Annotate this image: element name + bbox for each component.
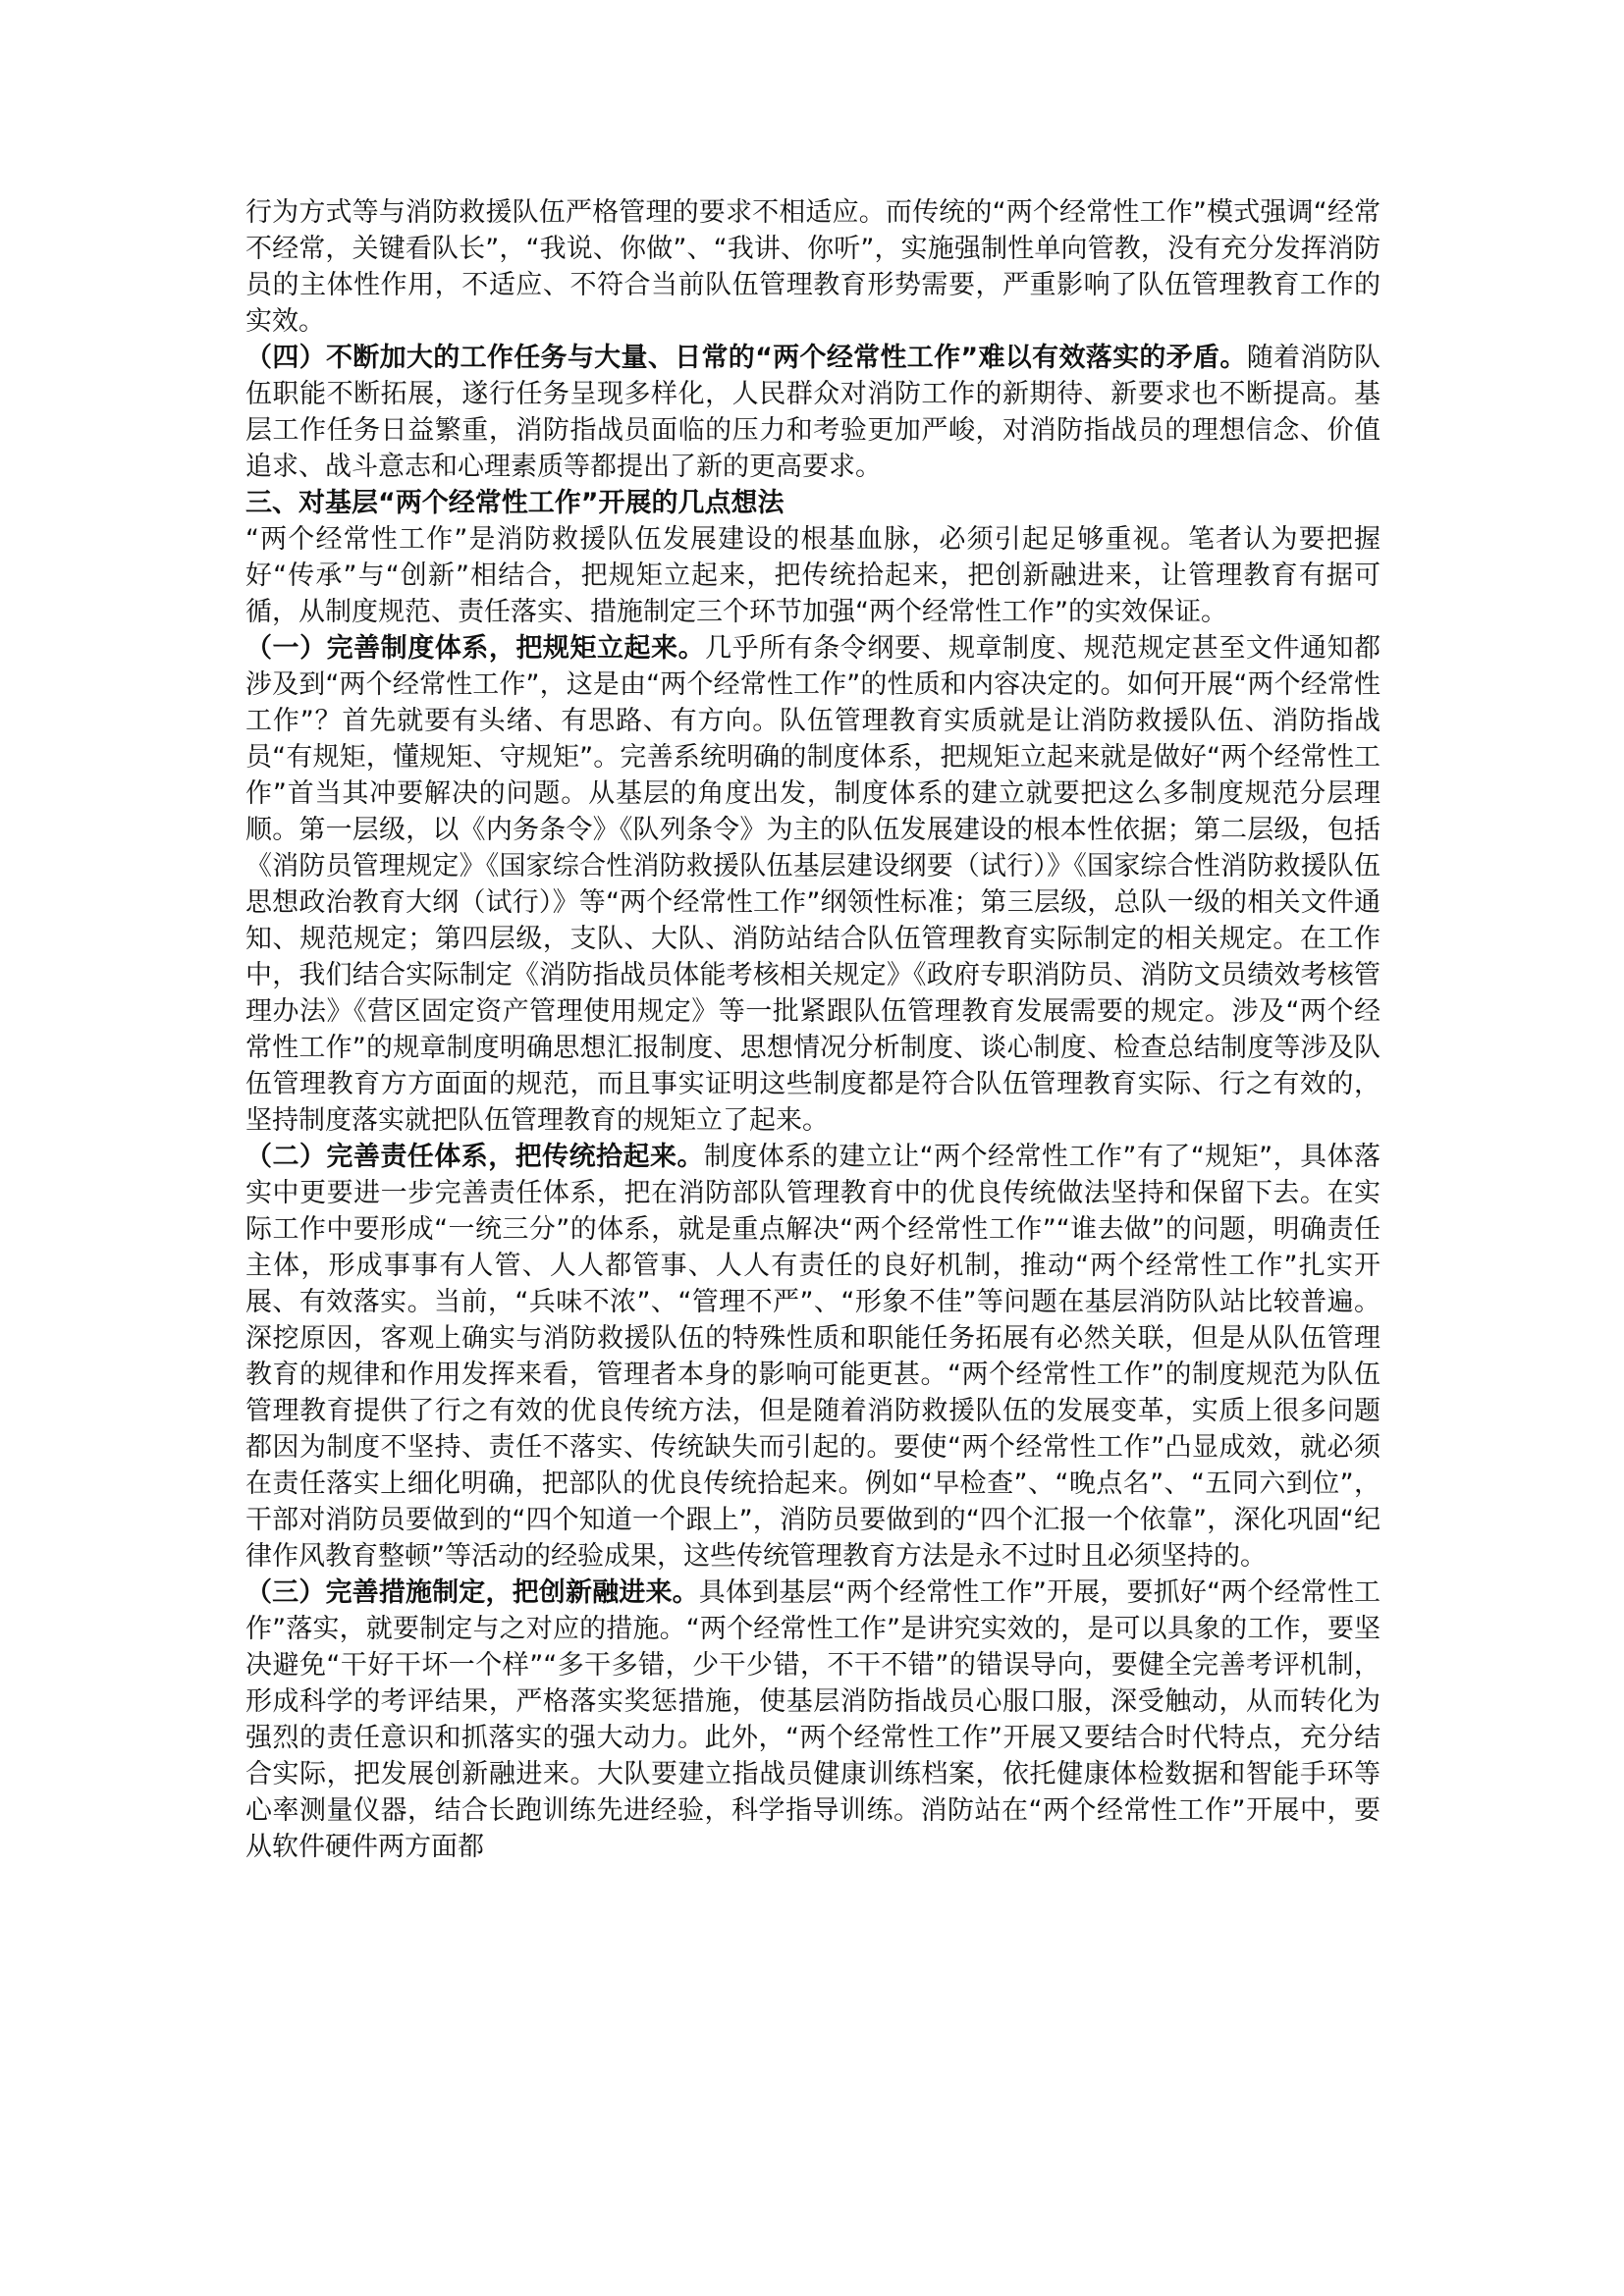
section-paragraph-2 <box>245 630 1380 1139</box>
paragraph-1 <box>245 194 1380 340</box>
paragraph-text: 制度体系的建立让“两个经常性工作”有了“规矩”，具体落实中更要进一步完善责任体系，把在消防部队管理教育中的优良传统做法坚持和保留下去。在实际工作中要形成“一统三分”的体系，就是重点解决“两个经常性工作”“谁去做”的问题，明确责任主体，形成事事有人管、人人都管事、人人有责任的良好机制，推动“两个经常性工作”扎实开展、有效落实。当前，“兵味不浓”、“管理不严”、“形象不佳”等问题在基层消防队站比较普遍。深挖原因，客观上确实与消防救援队伍的特殊性质和职能任务拓展有必然关联，但是从队伍管理教育的规律和作用发挥来看，管理者本身的影响可能更甚。“两个经常性工作”的制度规范为队伍管理教育提供了行之有效的优良传统方法，但是随着消防救援队伍的发展变革，实质上很多问题都因为制度不坚持、责任不落实、传统缺失而引起的。要使“两个经常性工作”凸显成效，就必须在责任落实上细化明确，把部队的优良传统拾起来。例如“早检查”、“晚点名”、“五同六到位”，干部对消防员要做到的“四个知道一个跟上”，消防员要做到的“四个汇报一个依靠”，深化巩固“纪律作风教育整顿”等活动的经验成果，这些传统管理教育方法是永不过时且必须坚持的。 <box>245 1142 1381 1572</box>
article-body <box>245 194 1380 1865</box>
paragraph-lead: （一）完善制度体系，把规矩立起来。 <box>245 633 706 664</box>
paragraph-lead: （三）完善措施制定，把创新融进来。 <box>245 1577 699 1608</box>
section-paragraph-3 <box>245 1139 1380 1575</box>
paragraph-lead: （四）不断加大的工作任务与大量、日常的“两个经常性工作”难以有效落实的矛盾。 <box>245 343 1247 373</box>
paragraph-text: 行为方式等与消防救援队伍严格管理的要求不相适应。而传统的“两个经常性工作”模式强调“经常不经常，关键看队长”，“我说、你做”、“我讲、你听”，实施强制性单向管教，没有充分发挥消防员的主体性作用，不适应、不符合当前队伍管理教育形势需要，严重影响了队伍管理教育工作的实效。 <box>245 197 1380 337</box>
paragraph-text: “两个经常性工作”是消防救援队伍发展建设的根基血脉，必须引起足够重视。笔者认为要把握好“传承”与“创新”相结合，把规矩立起来，把传统拾起来，把创新融进来，让管理教育有据可循，从制度规范、责任落实、措施制定三个环节加强“两个经常性工作”的实效保证。 <box>245 524 1380 627</box>
section-paragraph-1 <box>245 521 1380 630</box>
paragraph-text: 几乎所有条令纲要、规章制度、规范规定甚至文件通知都涉及到“两个经常性工作”，这是由“两个经常性工作”的性质和内容决定的。如何开展“两个经常性工作”？首先就要有头绪、有思路、有方向。队伍管理教育实质就是让消防救援队伍、消防指战员“有规矩，懂规矩、守规矩”。完善系统明确的制度体系，把规矩立起来就是做好“两个经常性工作”首当其冲要解决的问题。从基层的角度出发，制度体系的建立就要把这么多制度规范分层理顺。第一层级，以《内务条令》《队列条令》为主的队伍发展建设的根本性依据；第二层级，包括《消防员管理规定》《国家综合性消防救援队伍基层建设纲要（试行）》《国家综合性消防救援队伍思想政治教育大纲（试行）》等“两个经常性工作”纲领性标准；第三层级，总队一级的相关文件通知、规范规定；第四层级，支队、大队、消防站结合队伍管理教育实际制定的相关规定。在工作中，我们结合实际制定《消防指战员体能考核相关规定》《政府专职消防员、消防文员绩效考核管理办法》《营区固定资产管理使用规定》等一批紧跟队伍管理教育发展需要的规定。涉及“两个经常性工作”的规章制度明确思想汇报制度、思想情况分析制度、谈心制度、检查总结制度等涉及队伍管理教育方方面面的规范，而且事实证明这些制度都是符合队伍管理教育实际、行之有效的，坚持制度落实就把队伍管理教育的规矩立了起来。 <box>245 633 1381 1136</box>
section-paragraph-4 <box>245 1575 1380 1865</box>
paragraph-lead: （二）完善责任体系，把传统拾起来。 <box>245 1142 704 1172</box>
paragraph-text: 随着消防队伍职能不断拓展，遂行任务呈现多样化，人民群众对消防工作的新期待、新要求也不断提高。基层工作任务日益繁重，消防指战员面临的压力和考验更加严峻，对消防指战员的理想信念、价值追求、战斗意志和心理素质等都提出了新的更高要求。 <box>245 343 1380 482</box>
paragraph-2 <box>245 340 1380 485</box>
paragraph-text: 具体到基层“两个经常性工作”开展，要抓好“两个经常性工作”落实，就要制定与之对应的措施。“两个经常性工作”是讲究实效的，是可以具象的工作，要坚决避免“干好干坏一个样”“多干多错，少干少错，不干不错”的错误导向，要健全完善考评机制，形成科学的考评结果，严格落实奖惩措施，使基层消防指战员心服口服，深受触动，从而转化为强烈的责任意识和抓落实的强大动力。此外，“两个经常性工作”开展又要结合时代特点，充分结合实际，把发展创新融进来。大队要建立指战员健康训练档案，依托健康体检数据和智能手环等心率测量仪器，结合长跑训练先进经验，科学指导训练。消防站在“两个经常性工作”开展中，要从软件硬件两方面都 <box>245 1577 1380 1862</box>
section-heading: 三、对基层“两个经常性工作”开展的几点想法 <box>245 488 785 518</box>
